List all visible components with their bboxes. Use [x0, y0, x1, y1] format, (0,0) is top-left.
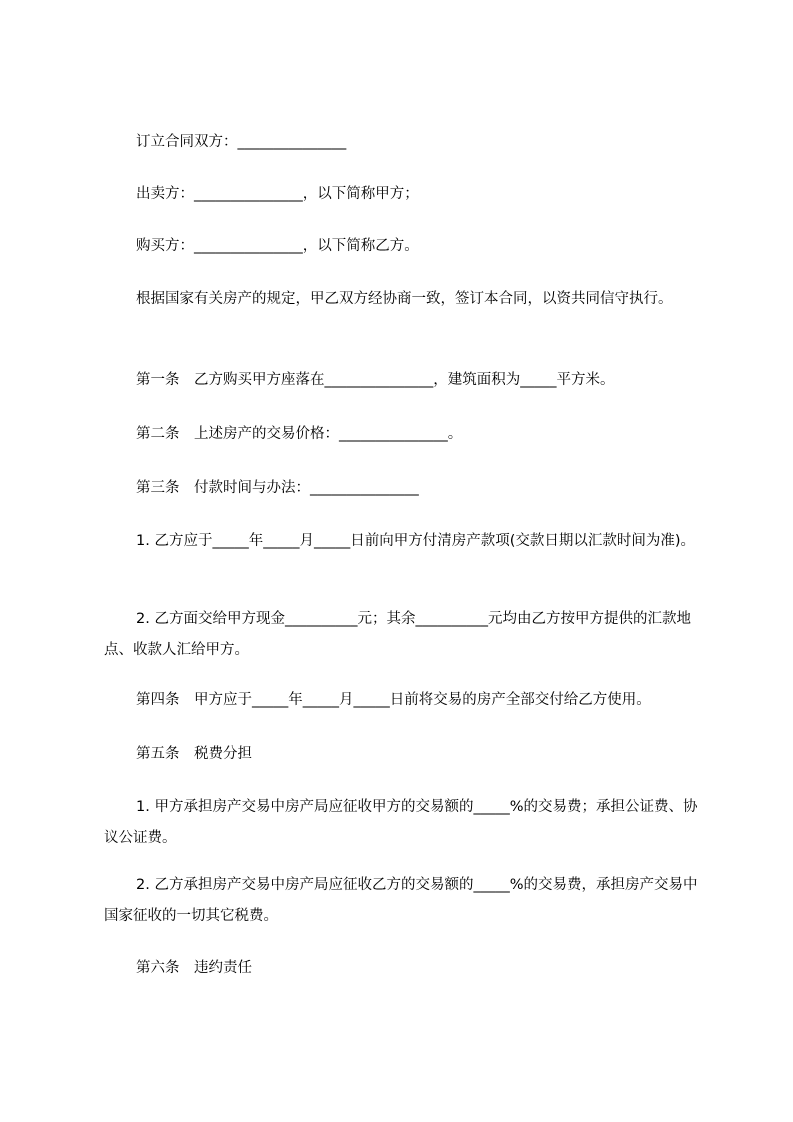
article-5-clause-2: 2. 乙方承担房产交易中房产局应征收乙方的交易额的_____%的交易费，承担房产交易中国家征收的一切其它税费。	[104, 877, 698, 924]
article-6: 第六条 违约责任	[136, 960, 252, 976]
article-1: 第一条 乙方购买甲方座落在_______________，建筑面积为_____平方米。	[136, 372, 615, 388]
article-3-clause-1: 1. 乙方应于_____年_____月_____日前向甲方付清房产款项(交款日期以汇款时间为准)。	[136, 533, 696, 549]
article-5: 第五条 税费分担	[136, 746, 252, 762]
preamble-paragraph: 根据国家有关房产的规定，甲乙双方经协商一致，签订本合同，以资共同信守执行。	[136, 291, 673, 307]
seller-line: 出卖方：_______________，以下简称甲方；	[136, 186, 419, 202]
article-2: 第二条 上述房产的交易价格：_______________。	[136, 426, 463, 442]
contract-parties-line: 订立合同双方：_______________	[136, 134, 347, 150]
buyer-line: 购买方：_______________，以下简称乙方。	[136, 238, 419, 254]
article-3-clause-2: 2. 乙方面交给甲方现金__________元；其余__________元均由乙方按甲方提供的汇款地点、收款人汇给甲方。	[104, 611, 691, 658]
article-4: 第四条 甲方应于_____年_____月_____日前将交易的房产全部交付给乙方使用。	[136, 692, 651, 708]
article-3: 第三条 付款时间与办法：_______________	[136, 480, 419, 496]
article-5-clause-1: 1. 甲方承担房产交易中房产局应征收甲方的交易额的_____%的交易费；承担公证费、协议公证费。	[104, 799, 698, 846]
